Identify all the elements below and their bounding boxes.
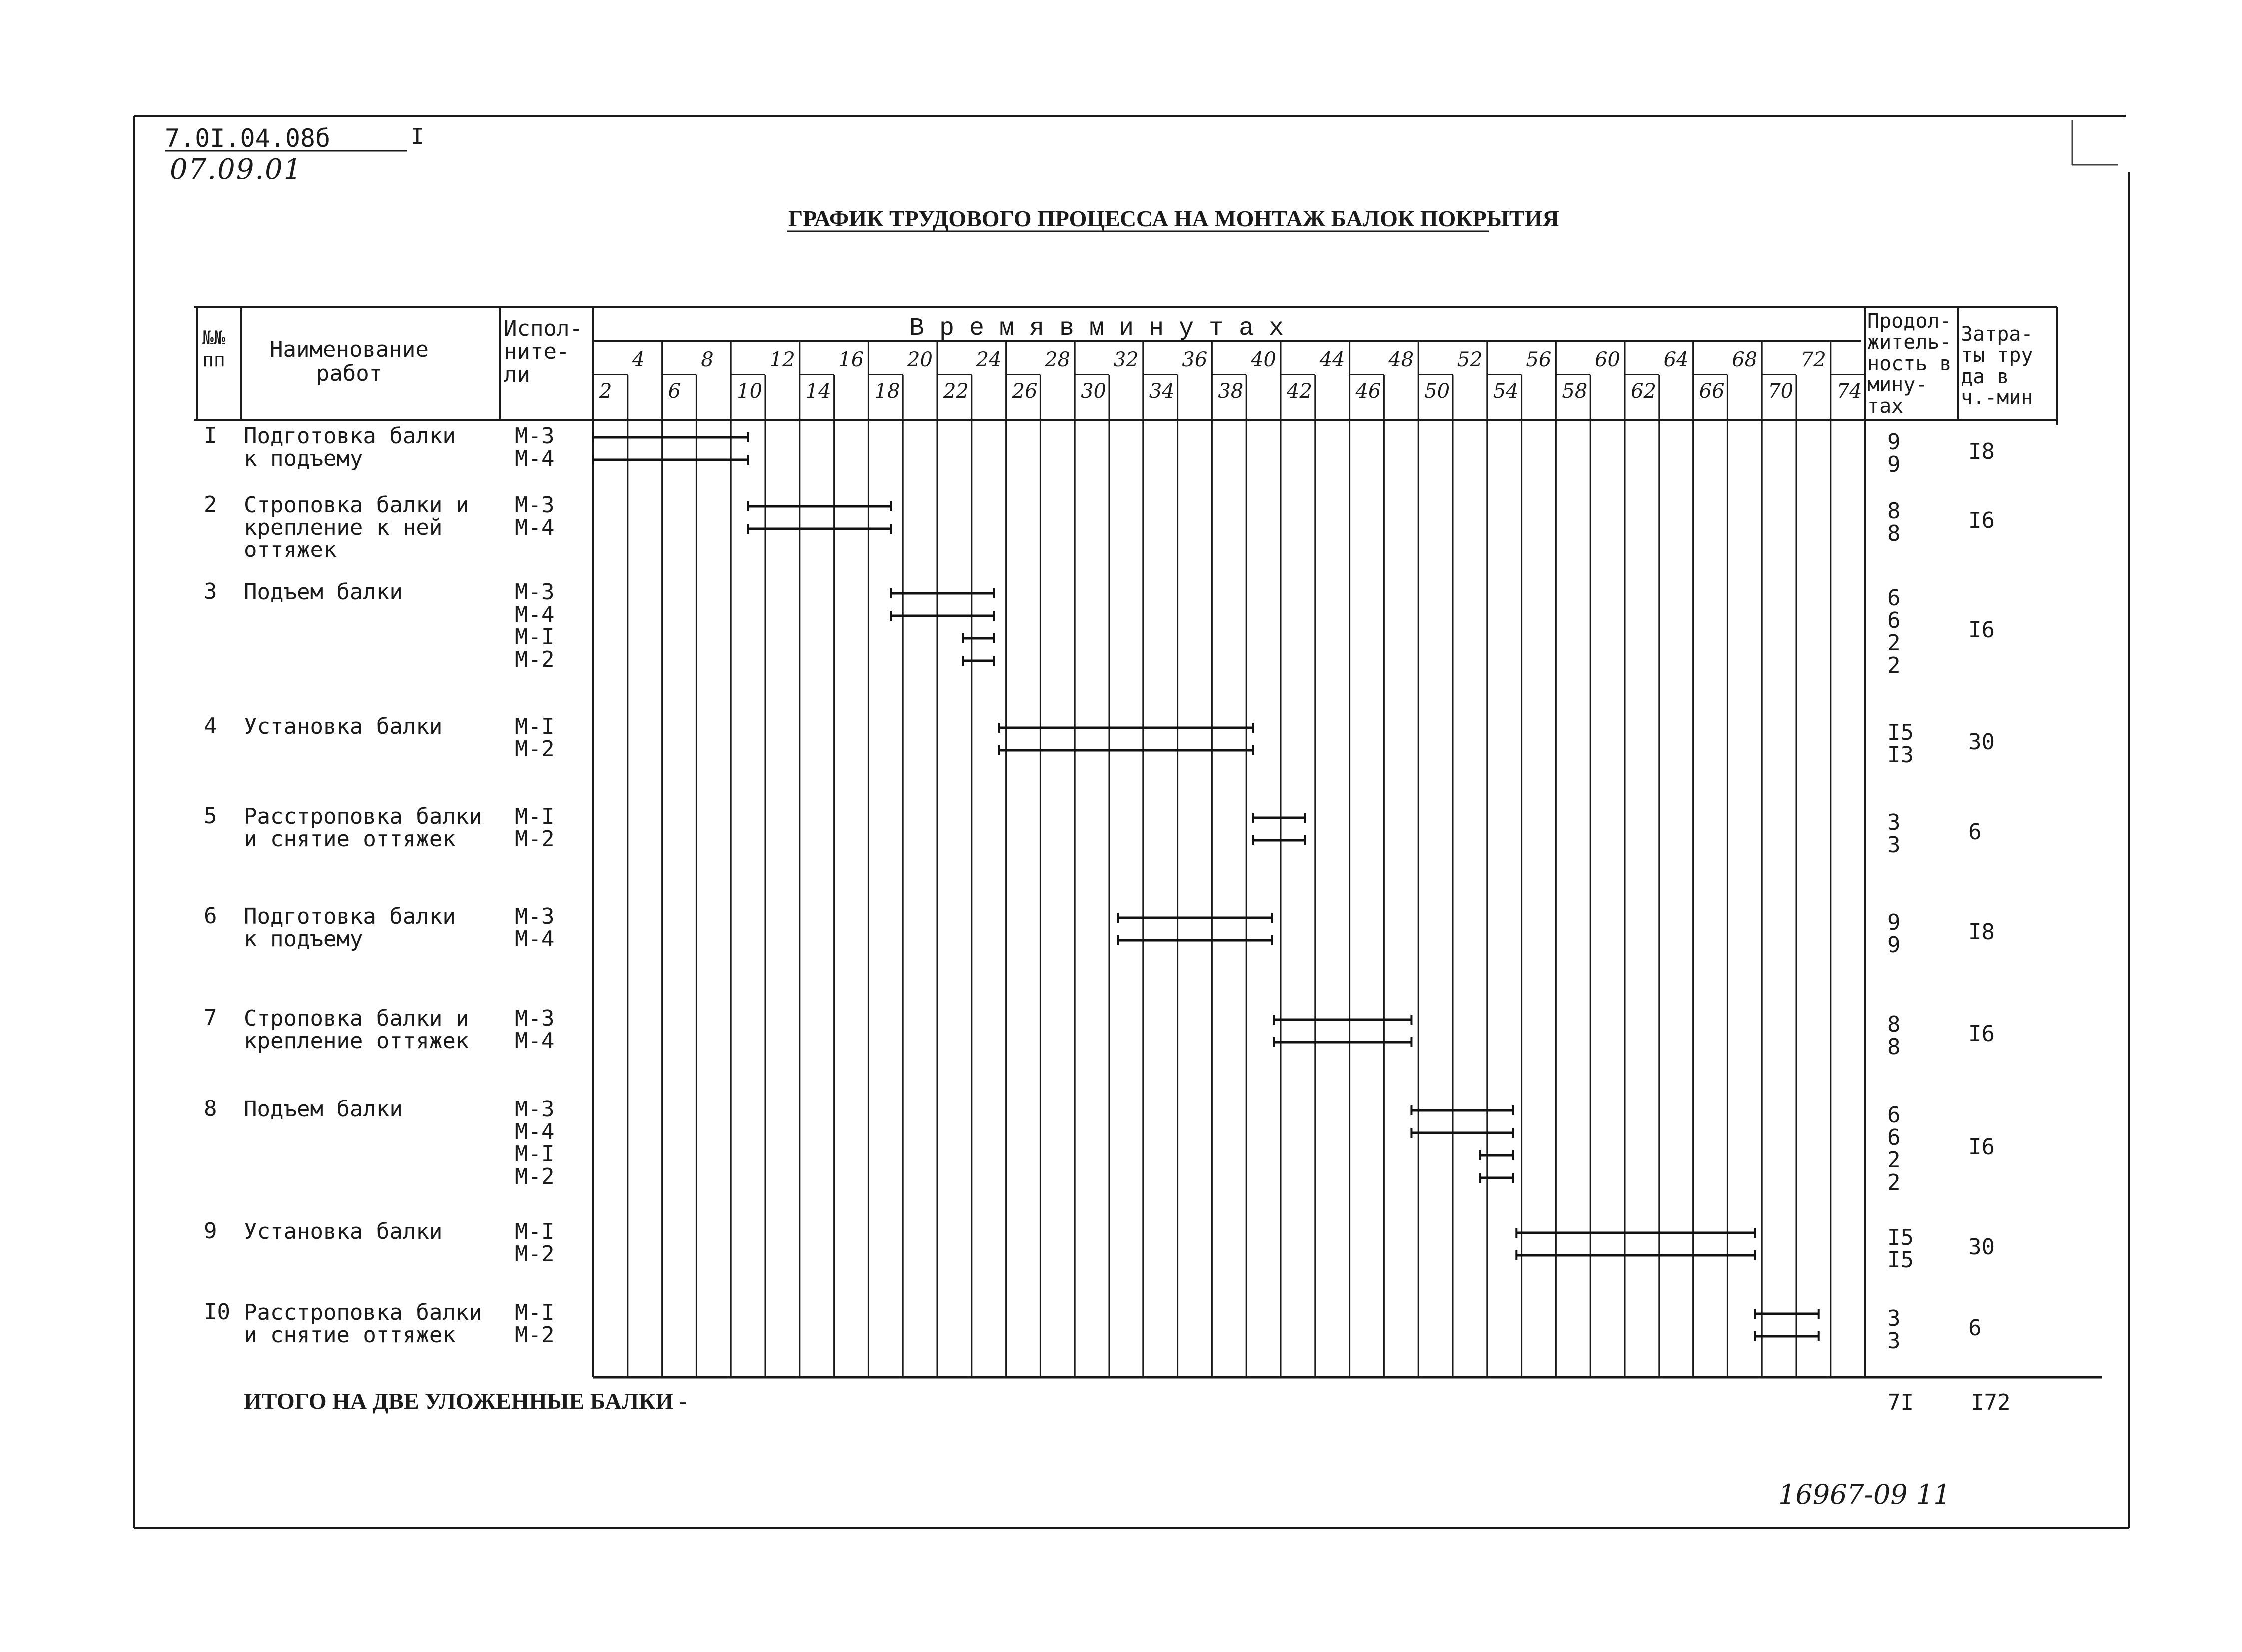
total-label: ИТОГО НА ДВЕ УЛОЖЕННЫЕ БАЛКИ - [244,1388,687,1414]
tick-label-top: 52 [1457,348,1483,371]
tick-label-top: 28 [1045,348,1071,371]
gantt-bar [1274,1037,1411,1047]
executors [515,715,554,760]
tick-label-top: 16 [838,348,864,371]
executor-code: М-3 [515,423,555,449]
executor-code: М-4 [515,1028,555,1054]
work-name [244,1301,482,1346]
duration-value: 8 [1887,1012,1901,1037]
work-name-line: Установка балки [244,1219,443,1244]
executors [515,1301,554,1346]
work-name [244,715,442,738]
tick-label-bottom: 62 [1631,380,1656,403]
row-number: 4 [204,713,217,739]
tick-label-top: 40 [1251,348,1276,371]
gantt-bar [1274,1015,1411,1025]
executor-code: М-4 [515,515,555,540]
gantt-bar [1755,1331,1818,1341]
executor-code: М-2 [515,736,555,762]
tick-label-top: 68 [1732,348,1758,371]
tick-label-top: 56 [1526,348,1552,371]
duration-value: 6 [1887,1102,1901,1128]
duration-value: I5 [1887,720,1914,745]
work-name-line: к подъему [244,926,363,952]
row-number: 9 [204,1218,217,1244]
tick-label-bottom: 34 [1149,380,1175,403]
executor-code: М-3 [515,1097,555,1122]
tick-label-bottom: 38 [1218,380,1244,403]
gantt-bar [1118,913,1272,923]
row-number: 5 [204,803,217,829]
gantt-bar [593,455,748,465]
labor-value: I8 [1968,919,1995,945]
row-number: 8 [204,1096,217,1121]
gantt-bar [1253,835,1305,845]
labor-value: I8 [1968,439,1995,464]
gantt-bar [1411,1128,1513,1138]
work-name [244,494,469,561]
tick-label-top: 4 [632,348,645,371]
labor-value: 30 [1968,1234,1995,1260]
gantt-bar [1755,1309,1818,1319]
duration-value: 3 [1887,1306,1901,1331]
work-name-line: Расстроповка балки [244,804,482,829]
duration-value: 3 [1887,1328,1901,1354]
executor-code: М-3 [515,492,555,518]
col-header-num: №№ пп [202,327,225,371]
work-name [244,425,456,470]
durations [1887,1104,1901,1194]
gantt-bar [1253,813,1305,823]
executor-code: М-2 [515,826,555,852]
col-header-time: В р е м я в м и н у т а х [909,314,1284,343]
gantt-bar [1480,1150,1513,1160]
row-number: I [204,423,217,448]
row-number: 7 [204,1005,217,1031]
col-header-executors: Испол- ните- ли [504,316,583,388]
gantt-bar [999,723,1253,733]
tick-label-top: 64 [1663,348,1689,371]
row-number: I0 [204,1299,230,1325]
tick-label-bottom: 14 [805,380,831,403]
work-name [244,1098,403,1120]
executors [515,494,554,539]
tick-label-top: 8 [701,348,714,371]
durations [1887,587,1901,677]
tick-label-bottom: 10 [737,380,763,403]
row-number: 3 [204,579,217,604]
gantt-bar [748,501,891,511]
tick-label-bottom: 58 [1562,380,1588,403]
total-duration: 7I [1887,1390,1914,1415]
executor-code: М-I [515,714,555,739]
duration-value: 8 [1887,1034,1901,1060]
duration-value: 9 [1887,429,1901,455]
duration-value: 8 [1887,521,1901,546]
labor-value: I6 [1968,617,1995,643]
doc-code-mark: I [411,124,424,149]
work-name-line: Расстроповка балки [244,1300,482,1325]
work-name [244,905,456,950]
executor-code: М-4 [515,926,555,952]
tick-label-bottom: 18 [874,380,900,403]
durations [1887,1226,1914,1271]
tick-label-top: 72 [1800,348,1826,371]
durations [1887,721,1914,766]
executors [515,805,554,850]
executor-code: М-2 [515,647,555,672]
labor-value: I6 [1968,1134,1995,1160]
time-grid [593,341,1865,1377]
gantt-bar [1516,1250,1755,1260]
durations [1887,431,1901,476]
executor-code: М-3 [515,904,555,929]
duration-value: 6 [1887,585,1901,611]
duration-value: 9 [1887,910,1901,935]
gantt-bar [1118,935,1272,945]
col-header-labor: Затра- ты тру да в ч.-мин [1961,323,2033,410]
work-name-line: Установка балки [244,714,443,739]
duration-value: 6 [1887,1125,1901,1150]
tick-label-bottom: 50 [1424,380,1450,403]
work-name-line: к подъему [244,446,363,471]
work-name-line: Подготовка балки [244,423,456,449]
labor-value: I6 [1968,1021,1995,1047]
executors [515,1220,554,1265]
duration-value: 9 [1887,452,1901,477]
page-title: ГРАФИК ТРУДОВОГО ПРОЦЕССА НА МОНТАЖ БАЛОК ПОКРЫТИЯ [788,206,1559,231]
executors [515,581,554,671]
tick-label-bottom: 6 [668,380,681,403]
tick-label-top: 24 [976,348,1002,371]
tick-label-bottom: 70 [1768,380,1794,403]
gantt-bar [1516,1228,1755,1238]
doc-date: 07.09.01 [170,153,303,186]
doc-code: 7.0I.04.08б [165,124,331,153]
duration-value: 8 [1887,498,1901,524]
executor-code: М-4 [515,1119,555,1144]
durations [1887,1307,1901,1352]
gantt-bar [891,588,994,598]
work-name-line: Подъем балки [244,1097,403,1122]
duration-value: 2 [1887,1170,1901,1195]
work-name-line: Строповка балки и [244,492,469,518]
tick-label-bottom: 26 [1012,380,1038,403]
executor-code: М-I [515,804,555,829]
durations [1887,811,1901,856]
duration-value: 2 [1887,630,1901,656]
tick-label-top: 20 [907,348,933,371]
executors [515,1098,554,1188]
executor-code: М-2 [515,1322,555,1348]
col-header-name: Наименование работ [270,337,429,387]
corner-mark [2072,120,2118,165]
footer-number: 16967-09 11 [1778,1479,1951,1510]
row-number: 6 [204,903,217,929]
tick-label-bottom: 54 [1493,380,1519,403]
executors [515,905,554,950]
tick-label-top: 12 [769,348,795,371]
executor-code: М-I [515,624,555,650]
tick-label-bottom: 46 [1355,380,1381,403]
gantt-bar [748,524,891,534]
executor-code: М-2 [515,1164,555,1189]
labor-value: 6 [1968,1315,1982,1341]
gantt-bar [1480,1173,1513,1183]
work-name [244,1007,469,1052]
durations [1887,1013,1901,1058]
tick-label-top: 48 [1388,348,1414,371]
gantt-bar [1411,1105,1513,1115]
work-name-line: и снятие оттяжек [244,826,456,852]
tick-label-top: 60 [1595,348,1620,371]
col-header-duration: Продол- житель- ность в мину- тах [1867,310,1952,418]
duration-value: 2 [1887,1147,1901,1173]
work-name-line: Подъем балки [244,579,403,605]
duration-value: I3 [1887,742,1914,768]
executor-code: М-3 [515,579,555,605]
tick-label-top: 36 [1182,348,1208,371]
executor-code: М-I [515,1219,555,1244]
gantt-bar [963,656,994,666]
gantt-bars [593,432,1819,1341]
executor-code: М-4 [515,602,555,627]
work-name-line: и снятие оттяжек [244,1322,456,1348]
tick-label-bottom: 74 [1836,380,1862,403]
work-name-line: крепление к ней [244,515,443,540]
work-name [244,581,403,603]
tick-label-top: 44 [1319,348,1345,371]
duration-value: 9 [1887,932,1901,958]
gantt-bar [593,432,748,442]
executor-code: М-I [515,1141,555,1167]
duration-value: I5 [1887,1225,1914,1250]
duration-value: 2 [1887,653,1901,678]
executors [515,425,554,470]
labor-value: 30 [1968,729,1995,755]
gantt-bar [963,633,994,643]
durations [1887,500,1901,545]
executor-code: М-2 [515,1241,555,1267]
executor-code: М-I [515,1300,555,1325]
duration-value: I5 [1887,1247,1914,1273]
work-name-line: Подготовка балки [244,904,456,929]
duration-value: 3 [1887,810,1901,835]
executors [515,1007,554,1052]
labor-value: 6 [1968,819,1982,845]
tick-label-bottom: 30 [1081,380,1107,403]
tick-label-bottom: 22 [943,380,969,403]
tick-label-bottom: 66 [1699,380,1725,403]
durations [1887,911,1901,956]
work-name-line: крепление оттяжек [244,1028,469,1054]
work-name [244,1220,442,1243]
work-name-line: оттяжек [244,537,337,562]
labor-value: I6 [1968,508,1995,533]
tick-label-bottom: 2 [599,380,612,403]
gantt-bar [891,611,994,621]
executor-code: М-3 [515,1006,555,1031]
work-name-line: Строповка балки и [244,1006,469,1031]
tick-label-top: 32 [1113,348,1139,371]
gantt-bar [999,745,1253,755]
executor-code: М-4 [515,446,555,471]
duration-value: 3 [1887,832,1901,858]
total-labor: I72 [1971,1390,2011,1415]
tick-label-bottom: 42 [1287,380,1312,403]
work-name [244,805,482,850]
row-number: 2 [204,492,217,517]
duration-value: 6 [1887,608,1901,633]
